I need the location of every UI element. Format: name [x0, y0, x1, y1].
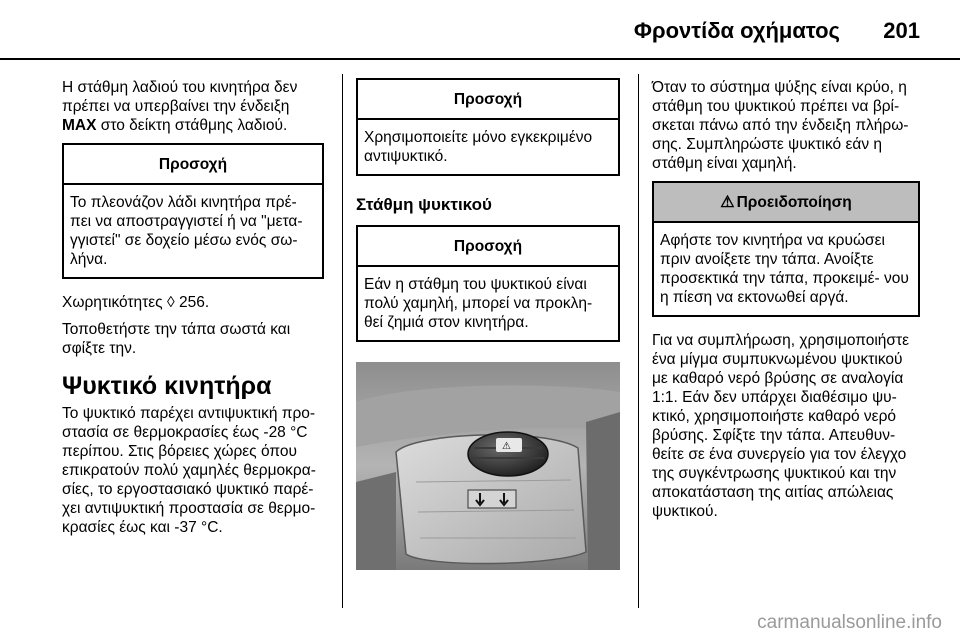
page-number: 201	[883, 18, 920, 43]
section-title-coolant: Ψυκτικό κινητήρα	[62, 372, 272, 400]
page-title: Φροντίδα οχήματος	[633, 18, 840, 43]
warning-triangle-icon: ⚠	[502, 441, 511, 452]
caution-box-antifreeze	[356, 78, 620, 176]
warning-title: Προειδοποίηση	[736, 193, 852, 211]
caution-title: Προσοχή	[64, 145, 322, 185]
left-hose	[356, 472, 396, 570]
caution-text: Το πλεονάζον λάδι κινητήρα πρέ- πει να αποστραγγιστεί ή να "μετα- γγιστεί" σε δοχείο μέσω ενός σω- λήνα.	[70, 194, 303, 268]
capacities-reference: Χωρητικότητες ◊ 256.	[62, 294, 210, 311]
cross-reference-arrow-icon: ◊	[166, 294, 175, 311]
warning-box	[652, 181, 920, 317]
caution-box-coolant-level	[356, 225, 620, 342]
column-right	[652, 78, 920, 529]
cold-system-paragraph: Όταν το σύστημα ψύξης είναι κρύο, η στάθμη του ψυκτικού πρέπει να βρί- σκεται πάνω από την ένδειξη πλήρω- σης. Συμπληρώστε ψυκτικό εάν η στάθμη είναι χαμηλή.	[652, 79, 909, 172]
column-separator-1	[342, 74, 343, 608]
warning-triangle-icon: ⚠	[720, 193, 735, 211]
caution-text: Χρησιμοποιείτε μόνο εγκεκριμένο αντιψυκτικό.	[364, 129, 593, 165]
coolant-reservoir-photo	[356, 362, 620, 570]
page-header	[0, 0, 960, 62]
fill-mark-area	[468, 490, 516, 508]
topup-paragraph: Για να συμπλήρωση, χρησιμοποιήστε ένα μίγμα συμπυκνωμένου ψυκτικού με καθαρό νερό βρύσης σε αναλογία 1:1. Εάν δεν υπάρχει διαθέσιμο ψυ- κτικό, χρησιμοποιήστε καθαρό νερό βρύσης. Σφίξτε την τάπα. Απευθυν- θείτε σε ένα συνεργείο για τον έλεγχο της συγκέντρωσης ψυκτικού και την αποκατάσταση της αιτίας απώλειας ψυκτικού.	[652, 332, 910, 520]
caution-title: Προσοχή	[358, 227, 618, 267]
max-mark: MAX	[62, 117, 97, 134]
column-left	[62, 78, 324, 545]
subsection-title-coolant-level: Στάθμη ψυκτικού	[356, 195, 492, 214]
caution-title: Προσοχή	[358, 80, 618, 120]
oil-level-paragraph: Η στάθμη λαδιού του κινητήρα δεν πρέπει να υπερβαίνει την ένδειξη MAX στο δείκτη στάθμης λαδιού.	[62, 79, 298, 134]
right-component	[586, 412, 620, 570]
watermark: carmanualsonline.info	[757, 612, 942, 633]
cap-paragraph: Τοποθετήστε την τάπα σωστά και σφίξτε την.	[62, 321, 291, 357]
warning-header	[654, 183, 918, 223]
header-rule	[0, 58, 960, 60]
caution-text: Εάν η στάθμη του ψυκτικού είναι πολύ χαμηλή, μπορεί να προκλη- θεί ζημιά στον κινητήρα.	[364, 276, 593, 331]
capacities-page-link[interactable]: 256.	[178, 294, 210, 311]
caution-box-oil	[62, 143, 324, 279]
column-separator-2	[638, 74, 639, 608]
column-middle	[356, 74, 620, 575]
warning-text: Αφήστε τον κινητήρα να κρυώσει πριν ανοίξετε την τάπα. Ανοίξτε προσεκτικά την τάπα, προκειμέ- νου η πίεση να εκτονωθεί αργά.	[660, 232, 909, 306]
coolant-paragraph: Το ψυκτικό παρέχει αντιψυκτική προ- στασία σε θερμοκρασίες έως -28 °C περίπου. Στις βόρειες χώρες όπου επικρατούν πολύ χαμηλές θερμοκρα- σίες, το εργοστασιακό ψυκτικό παρέ- χει αντιψυκτική προστασία σε θερμο- κρασίες έως και -37 °C.	[62, 405, 316, 536]
